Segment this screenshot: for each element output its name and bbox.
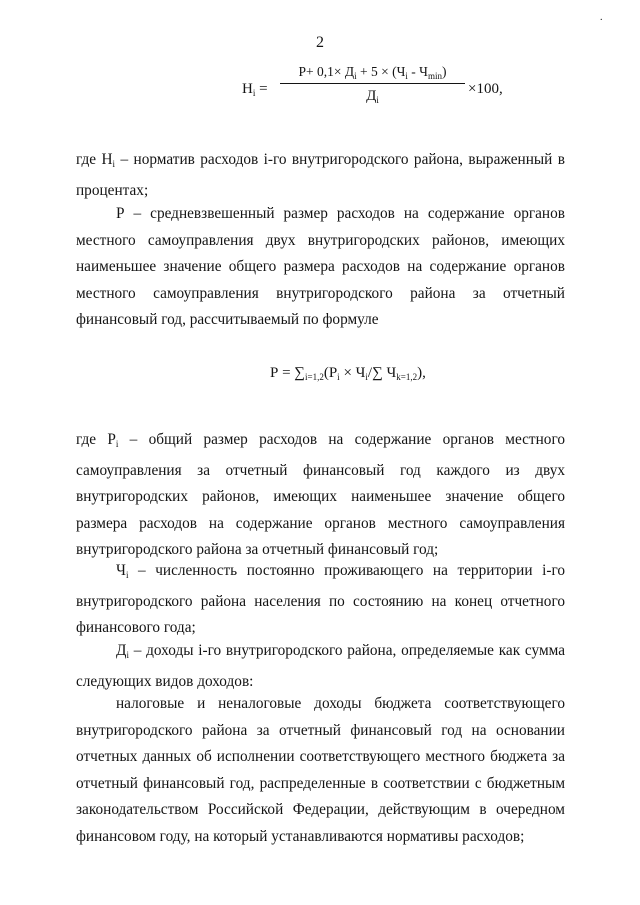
definition-pi: где $Р_i$ – общий размер расходов на содержание органов местного самоуправления за отчетный финансовый год каждого из двух внутригородских районов, имеющих наименьшее значение общего размера расходов на содержание органов местного самоуправления внутригородского района за отчетный финансовый год; — [76, 431, 565, 558]
definition-p: Р – средневзвешенный размер расходов на содержание органов местного самоуправления двух внутригородских районов, имеющих наименьшее значение общего размера расходов на содержание органов местного самоуправления внутригородского района за отчетный финансовый год, рассчитываемый по формуле — [76, 205, 565, 328]
definition-di: $Д_i$ – доходы i-го внутригородского района, определяемые как сумма следующих видов доходов: — [76, 642, 565, 690]
page-number: 2 — [316, 34, 324, 51]
formula-norm-multiplier: ×100, — [468, 81, 503, 97]
formula-p: $Р = \sum_{i=1,2}(Р_i \times Ч_i/\sum$ $Ч_{k=1,2}$), — [270, 365, 426, 382]
income-type-tax: налоговые и неналоговые доходы бюджета соответствующего внутригородского района за отчетный финансовый год на основании отчетных данных об исполнении соответствующего местного бюджета за отчетный финансовый год, распределенные в соответствии с бюджетным законодательством Российской Федерации, действующим в очередном финансовом году, на который устанавливаются нормативы расходов; — [76, 695, 565, 845]
corner-mark: . — [600, 12, 603, 23]
definition-hi: где $Н_i$ – норматив расходов i-го внутригородского района, выраженный в процентах; — [76, 151, 565, 199]
formula-norm-numerator: $Р+ 0,1\times Д_i + 5 \times (Ч_i - Ч_{min})$ — [280, 64, 465, 84]
formula-norm-fraction — [280, 64, 465, 105]
formula-norm-lhs: $Н_i$ = — [242, 81, 268, 98]
formula-norm-denominator: $Д_i$ — [366, 88, 379, 105]
definition-chi: $Ч_i$ – численность постоянно проживающего на территории i-го внутригородского района населения по состоянию на конец отчетного финансового года; — [76, 562, 565, 636]
